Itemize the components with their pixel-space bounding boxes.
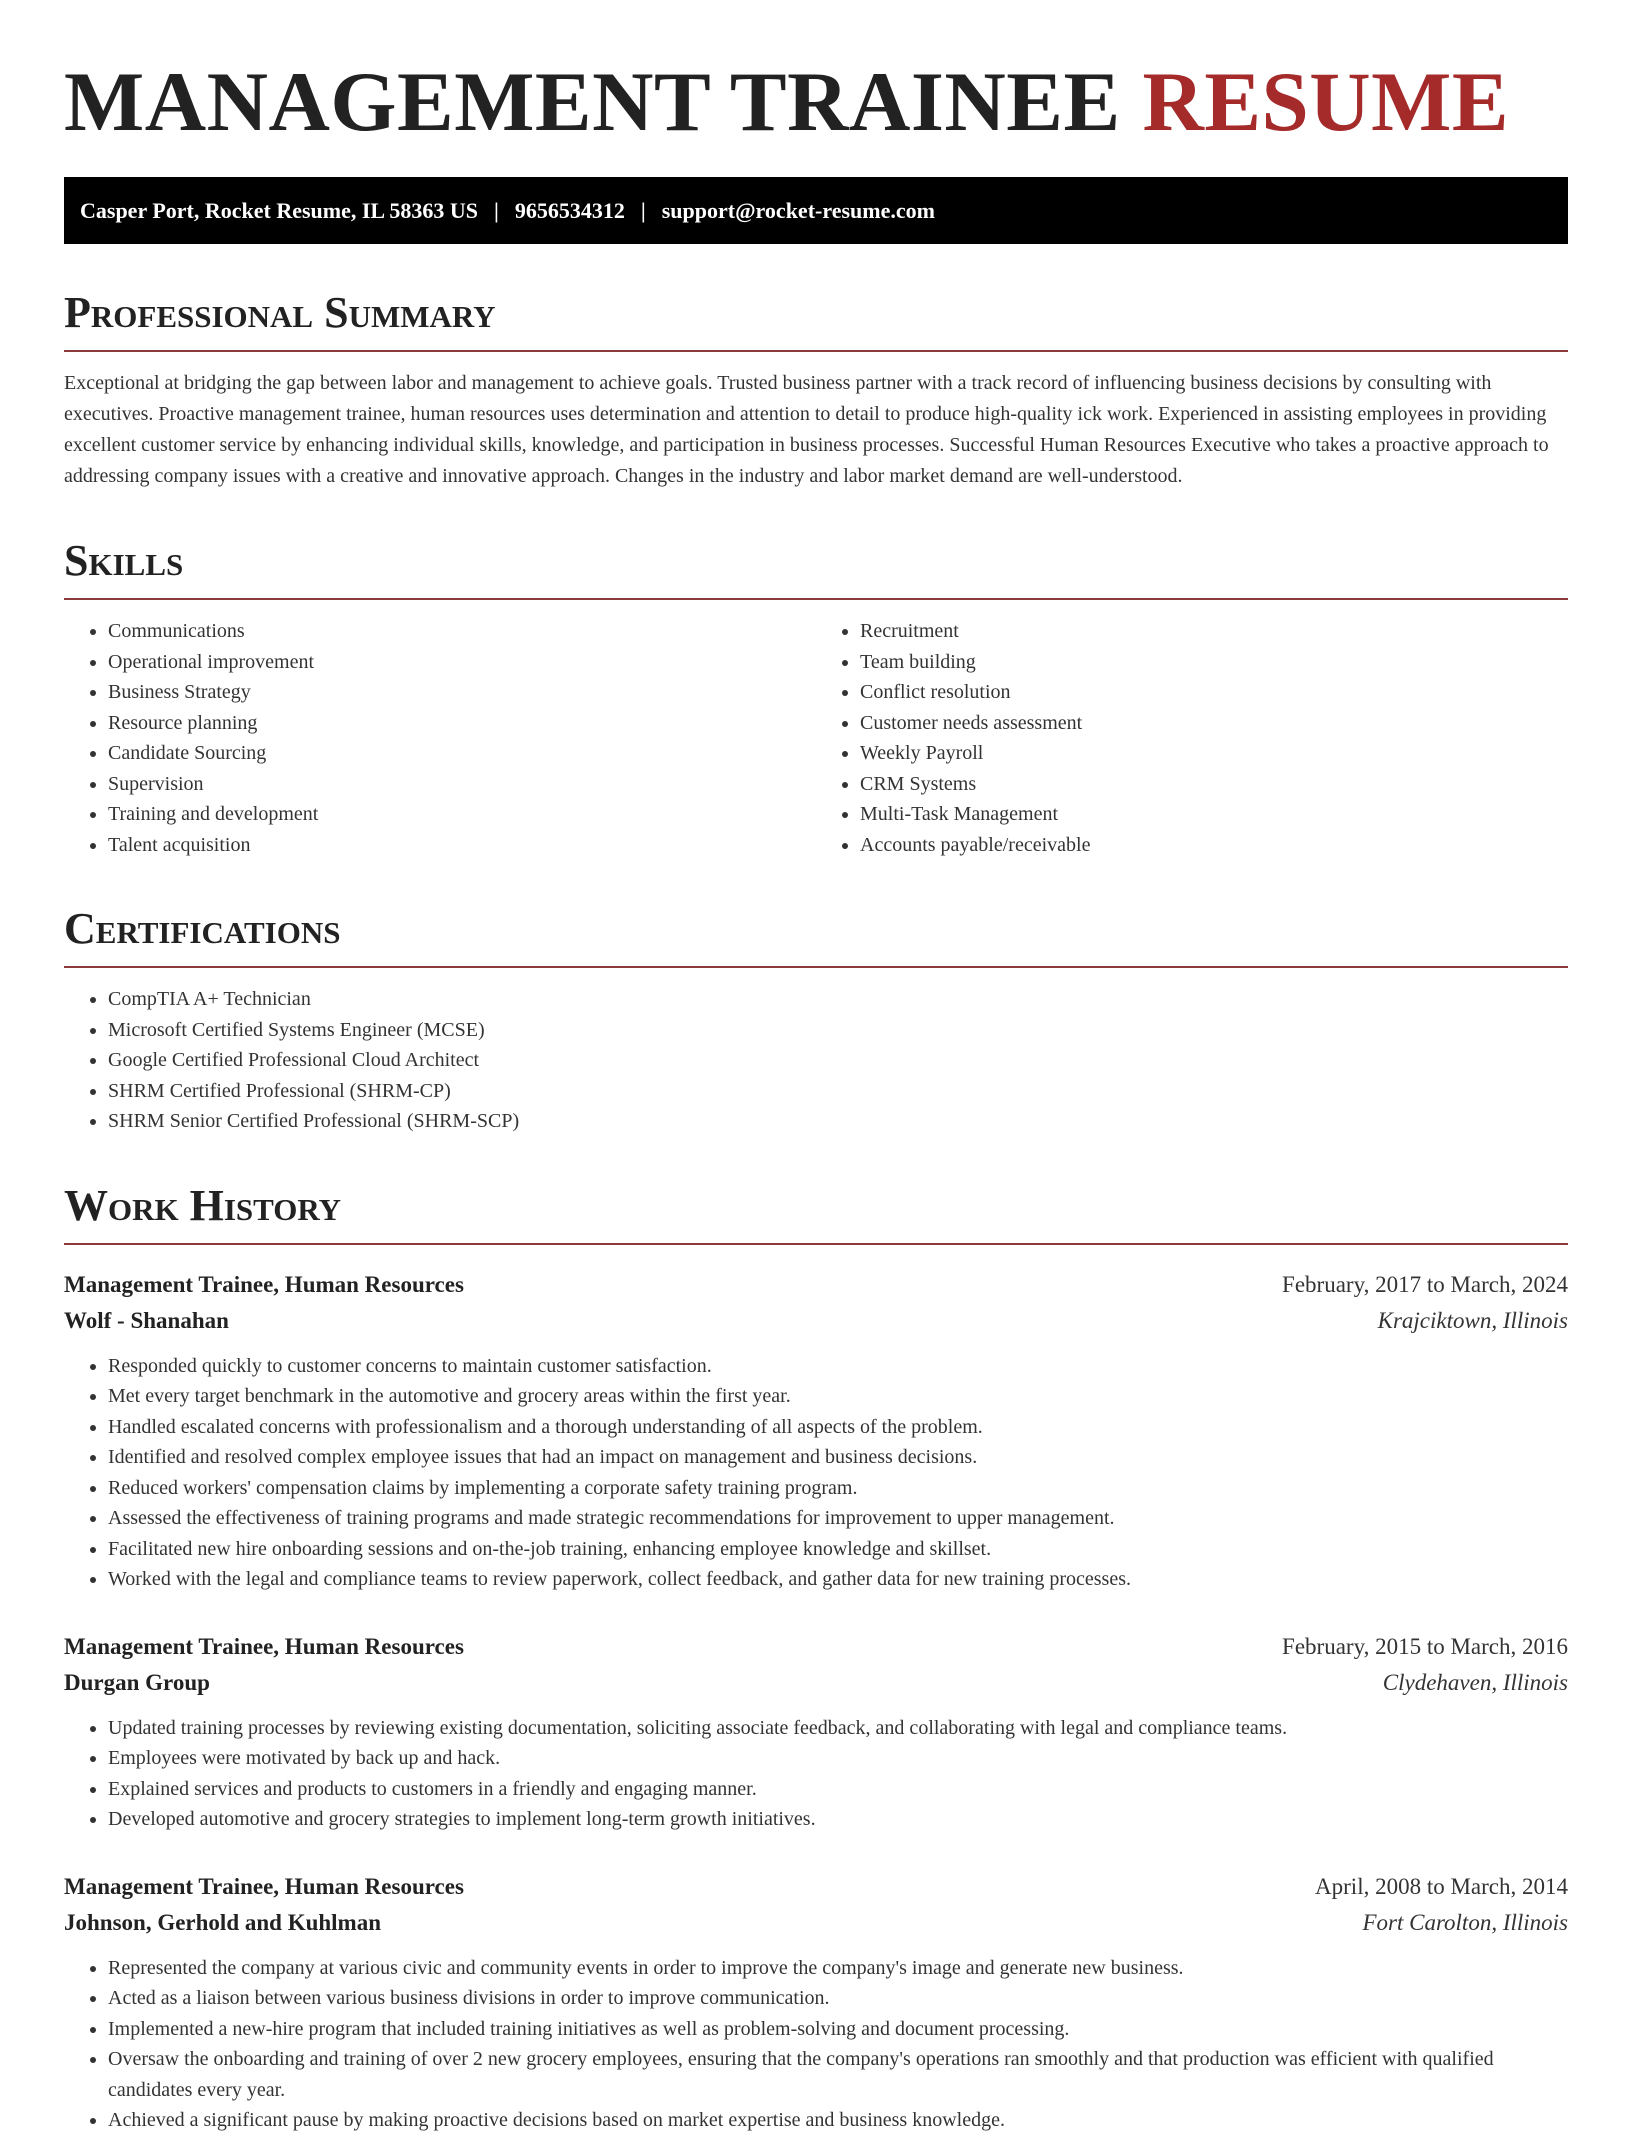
job-title: Management Trainee, Human Resources [64,1271,464,1297]
skills-list-right [816,616,1568,860]
job-dates: February, 2015 to March, 2016 [1282,1633,1568,1659]
contact-email[interactable]: support@rocket-resume.com [661,197,935,223]
skill-item: • Team building [860,647,1568,678]
certifications-section [64,904,1568,1137]
job-bullet: • Developed automotive and grocery strategies to implement long-term growth initiatives. [108,1804,1568,1835]
certification-item: • CompTIA A+ Technician [108,984,1568,1015]
certification-item: • Google Certified Professional Cloud Architect [108,1045,1568,1076]
job-bullets [64,1713,1568,1835]
contact-address: Casper Port, Rocket Resume, IL 58363 US [80,197,479,223]
contact-separator: | [640,197,646,223]
job-company-row [64,1665,1568,1701]
job-entry [64,1267,1568,1595]
job-location: Clydehaven, Illinois [1382,1669,1568,1695]
job-bullets [64,1953,1568,2136]
certifications-list [64,984,1568,1137]
job-header-row [64,1869,1568,1905]
certifications-heading: Certifications [64,904,341,953]
certification-item: • Microsoft Certified Systems Engineer (MCSE) [108,1015,1568,1046]
job-dates: February, 2017 to March, 2024 [1282,1271,1568,1297]
skill-item: • Customer needs assessment [860,708,1568,739]
job-location: Fort Carolton, Illinois [1362,1909,1568,1935]
skill-item: • CRM Systems [860,769,1568,800]
job-company: Durgan Group [64,1669,210,1695]
job-header-row [64,1267,1568,1303]
job-bullet: • Identified and resolved complex employee issues that had an impact on management and business decisions. [108,1442,1568,1473]
title-accent: RESUME [1142,55,1510,149]
job-bullet: • Reduced workers' compensation claims by implementing a corporate safety training program. [108,1473,1568,1504]
job-bullet: • Represented the company at various civic and community events in order to improve the company's image and generate new business. [108,1953,1568,1984]
contact-bar [64,177,1568,244]
skill-item: • Conflict resolution [860,677,1568,708]
job-bullet: • Acted as a liaison between various business divisions in order to improve communication. [108,1983,1568,2014]
job-company-row [64,1303,1568,1339]
skill-item: • Resource planning [108,708,816,739]
job-company: Wolf - Shanahan [64,1307,229,1333]
job-bullet: • Handled escalated concerns with professionalism and a thorough understanding of all aspects of the problem. [108,1412,1568,1443]
skill-item: • Operational improvement [108,647,816,678]
skills-section [64,536,1568,860]
section-divider [64,350,1568,352]
job-entry [64,1869,1568,2136]
job-entry [64,1629,1568,1835]
summary-text: Exceptional at bridging the gap between labor and management to achieve goals. Trusted business partner with a track record of influencing business decisions by consulting with executives. Proactive management trainee, human resources uses determination and attention to detail to produce high-quality ick work. Experienced in assisting employees in providing excellent customer service by enhancing individual skills, knowledge, and participation in business processes. Successful Human Resources Executive who takes a proactive approach to addressing company issues with a creative and innovative approach. Changes in the industry and labor market demand are well-understood. [64,372,1549,487]
skills-columns [64,600,1568,860]
summary-heading: Professional Summary [64,288,496,337]
skill-item: • Business Strategy [108,677,816,708]
work-history-heading: Work History [64,1180,342,1230]
job-bullet: • Updated training processes by reviewing existing documentation, soliciting associate feedback, and collaborating with legal and compliance teams. [108,1713,1568,1744]
skills-heading: Skills [64,536,184,585]
work-history-section [64,1181,1568,2136]
job-location: Krajciktown, Illinois [1377,1307,1568,1333]
job-bullets [64,1351,1568,1595]
job-bullet: • Oversaw the onboarding and training of over 2 new grocery employees, ensuring that the company's operations ran smoothly and that production was efficient with qualified candidates every year. [108,2044,1568,2105]
certification-item: • SHRM Senior Certified Professional (SHRM-SCP) [108,1106,1568,1137]
job-bullet: • Responded quickly to customer concerns to maintain customer satisfaction. [108,1351,1568,1382]
job-bullet: • Worked with the legal and compliance teams to review paperwork, collect feedback, and gather data for new training processes. [108,1564,1568,1595]
job-bullet: • Achieved a significant pause by making proactive decisions based on market expertise and business knowledge. [108,2105,1568,2136]
skill-item: • Supervision [108,769,816,800]
skill-item: • Training and development [108,799,816,830]
contact-separator: | [494,197,499,223]
job-company-row [64,1905,1568,1941]
resume-title [64,52,1568,152]
skill-item: • Communications [108,616,816,647]
skill-item: • Recruitment [860,616,1568,647]
job-bullet: • Implemented a new-hire program that included training initiatives as well as problem-solving and document processing. [108,2014,1568,2045]
skill-item: • Talent acquisition [108,830,816,861]
contact-phone: 9656534312 [514,197,625,223]
job-bullet: • Employees were motivated by back up and hack. [108,1743,1568,1774]
job-bullet: • Assessed the effectiveness of training programs and made strategic recommendations for improvement to upper management. [108,1503,1568,1534]
summary-section [64,288,1568,492]
job-bullet: • Met every target benchmark in the automotive and grocery areas within the first year. [108,1381,1568,1412]
section-divider [64,966,1568,968]
job-dates: April, 2008 to March, 2014 [1315,1873,1568,1899]
certification-item: • SHRM Certified Professional (SHRM-CP) [108,1076,1568,1107]
skill-item: • Weekly Payroll [860,738,1568,769]
job-company: Johnson, Gerhold and Kuhlman [64,1909,382,1935]
skill-item: • Accounts payable/receivable [860,830,1568,861]
job-bullet: • Explained services and products to customers in a friendly and engaging manner. [108,1774,1568,1805]
skills-list-left [64,616,816,860]
job-bullet: • Facilitated new hire onboarding sessions and on-the-job training, enhancing employee knowledge and skillset. [108,1534,1568,1565]
job-title: Management Trainee, Human Resources [64,1633,464,1659]
title-main: MANAGEMENT TRAINEE [64,55,1121,149]
job-list [64,1267,1568,2136]
job-header-row [64,1629,1568,1665]
section-divider [64,1243,1568,1245]
job-title: Management Trainee, Human Resources [64,1873,464,1899]
skill-item: • Candidate Sourcing [108,738,816,769]
skill-item: • Multi-Task Management [860,799,1568,830]
